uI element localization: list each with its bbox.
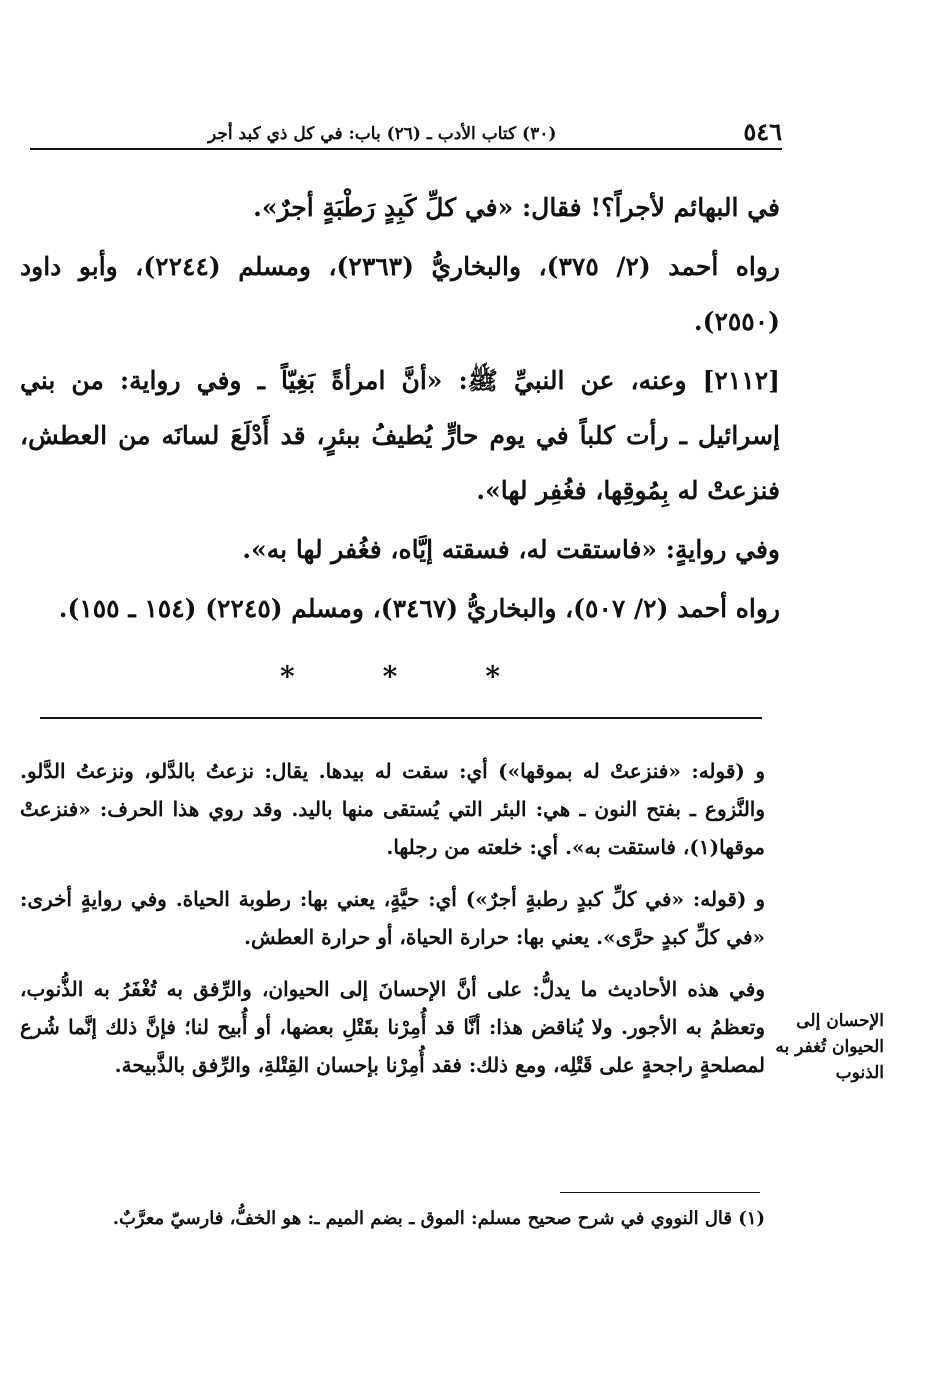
hadith-paragraph: وفي روايةٍ: «فاستقت له، فسقته إيَّاه، فغُفر لها به». (242, 535, 780, 564)
footnote (20, 1202, 765, 1235)
section-stars (280, 660, 500, 693)
commentary-paragraph: و (قوله: «في كلِّ كبدٍ رطبةٍ أجرٌ») أي: حيَّةٍ، يعني بها: رطوبة الحياة. وفي روايةٍ أخرى: «في كلِّ كبدٍ حرَّى». يعني بها: حرارة الحياة، أو حرارة العطش. (20, 887, 765, 949)
hadith-paragraph: رواه أحمد (٢/ ٣٧٥)، والبخاريُّ (٢٣٦٣)، ومسلم (٢٢٤٤)، وأبو داود (٢٥٥٠). (20, 252, 780, 336)
hadith-paragraph: رواه أحمد (٢/ ٥٠٧)، والبخاريُّ (٣٤٦٧)، ومسلم (٢٢٤٥) (١٥٤ ـ ١٥٥). (58, 594, 780, 623)
star-ornament: * (280, 660, 295, 693)
running-title: (٣٠) كتاب الأدب ـ (٢٦) باب: في كل ذي كبد أجر (208, 124, 557, 144)
footnote-divider (560, 1192, 760, 1193)
footnote-text: (١) قال النووي في شرح صحيح مسلم: الموق ـ بضم الميم ـ: هو الخفُّ، فارسيّ معرَّبٌ. (112, 1208, 765, 1229)
margin-note-line: الإحسان إلى (796, 1011, 884, 1031)
margin-note-line: الحيوان تُغفر به (775, 1037, 884, 1057)
page-number: ٥٤٦ (743, 117, 782, 146)
margin-note (774, 1008, 884, 1086)
commentary-paragraph: وفي هذه الأحاديث ما يدلُّ: على أنَّ الإحسانَ إلى الحيوان، والرِّفق به تُغْفَرُ به الذُّنوب، وتعظمُ به الأجور. ولا يُناقض هذا: أنَّا قد أُمِرْنا بقَتْلِ بعضها، أو أُبيح لنا؛ فإنَّ ذلك إنَّما شُرع لمصلحةٍ راجحةٍ على قَتْلِه، ومع ذلك: فقد أُمِرْنا بإحسان القِتْلةِ، والرِّفق بالذَّبيحة. (20, 977, 765, 1077)
commentary-text (20, 752, 765, 1084)
hadith-text (20, 180, 780, 636)
star-ornament: * (382, 660, 398, 693)
page-header (30, 118, 782, 150)
hadith-paragraph: [٢١١٢] وعنه، عن النبيِّ ﷺ: «أنَّ امرأةً بَغِيّاً ـ وفي رواية: من بني إسرائيل ـ رأت كلباً في يوم حارٍّ يُطيفُ ببئرٍ، قد أَدْلَعَ لسانَه من العطش، فنزعتْ له بِمُوقِها، فغُفِر لها». (20, 366, 780, 505)
margin-note-line: الذنوب (835, 1063, 884, 1083)
section-divider (40, 717, 762, 719)
star-ornament: * (485, 660, 500, 693)
hadith-paragraph: في البهائم لأجراً؟! فقال: «في كلِّ كَبِدٍ رَطْبَةٍ أجرٌ». (253, 193, 780, 222)
commentary-paragraph: و (قوله: «فنزعتْ له بموقها») أي: سقت له بيدها. يقال: نزعتُ بالدَّلو، ونزعتُ الدَّلو. والنَّزوع ـ بفتح النون ـ هي: البئر التي يُستقى منها باليد. وقد روي هذا الحرف: «فنزعتْ موقها(١)، فاستقت به». أي: خلعته من رجلها. (20, 759, 765, 859)
